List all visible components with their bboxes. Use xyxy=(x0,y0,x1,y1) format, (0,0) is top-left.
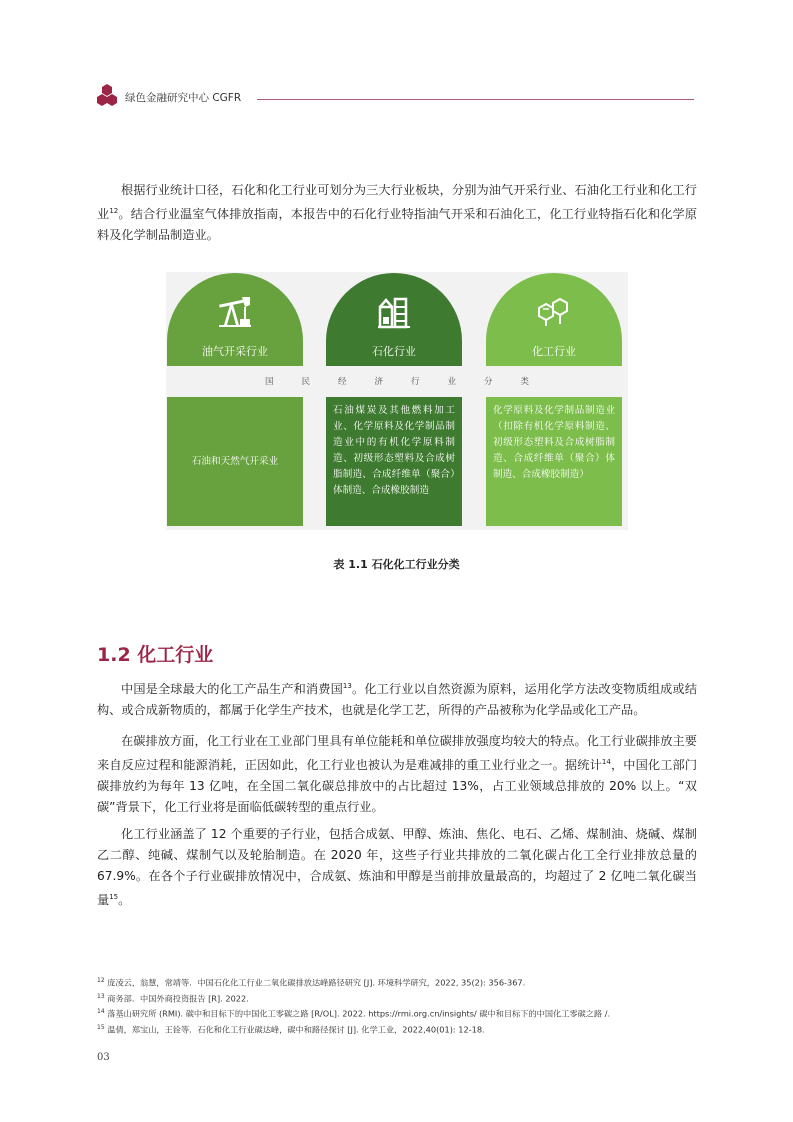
molecule-icon xyxy=(536,295,572,329)
footnote: $^{12}$ 庞凌云，翁慧，常靖等．中国石化化工行业二氧化碳排放达峰路径研究 [J]. 环境科学研究，2022, 35(2): 356-367. xyxy=(97,977,526,988)
footnote: $^{14}$ 落基山研究所 (RMI). 碳中和目标下的中国化工零碳之路 [R/OL]. 2022. https://rmi.org.cn/insights/ 碳中和目标下的中国化工零碳之路 /. xyxy=(97,1008,611,1020)
category-label: 化工行业 xyxy=(532,345,576,358)
industry-classification-figure xyxy=(166,272,628,530)
category-oil-gas xyxy=(167,273,303,366)
classification-label: 国民经济行业分类 xyxy=(264,377,557,387)
footnote-ref: 15 xyxy=(109,893,119,901)
page-header xyxy=(97,84,694,106)
category-description: 化学原料及化学制品制造业（扣除有机化学原料制造、初级形态塑料及合成树脂制造、合成纤维单（聚合）体制造、合成橡胶制造） xyxy=(486,397,622,526)
category-description: 石油煤炭及其他燃料加工业、化学原料及化学制品制造业中的有机化学原料制造、初级形态塑料及合成树脂制造、合成纤维单（聚合）体制造、合成橡胶制造 xyxy=(326,397,462,526)
paragraph: 中国是全球最大的化工产品生产和消费国$^{13}$。化工行业以自然资源为原料，运用化学方法改变物质组成或结构、或合成新物质的，都属于化学生产技术，也就是化学工艺，所得的产品被称为化学品或化工产品。 xyxy=(97,682,698,718)
page-number: 03 xyxy=(97,1052,110,1063)
footnote-ref: 12 xyxy=(109,207,119,215)
hexagon-cluster-logo-icon xyxy=(97,84,117,106)
footnote-ref: 13 xyxy=(342,682,352,690)
category-label: 石化行业 xyxy=(372,345,416,358)
paragraph: 在碳排放方面，化工行业在工业部门里具有单位能耗和单位碳排放强度均较大的特点。化工行业碳排放主要来自反应过程和能源消耗，正因如此，化工行业也被认为是难减排的重工业行业之一。据统计$^{14}$，中国化工部门碳排放约为每年 13 亿吨，在全国二氧化碳总排放中的占比超过 13%，占工业领域总排放的 20% 以上。“双碳”背景下，化工行业将是面临低碳转型的重点行业。 xyxy=(97,734,698,815)
category-label: 油气开采行业 xyxy=(202,345,268,358)
brand-name: 绿色金融研究中心 CGFR xyxy=(125,92,242,104)
footnotes xyxy=(97,974,717,1037)
footnote: $^{13}$ 商务部．中国外商投资报告 [R]. 2022. xyxy=(97,992,249,1004)
footnote-ref: 14 xyxy=(601,758,611,766)
category-petrochemical xyxy=(326,273,462,366)
category-chemical xyxy=(486,273,622,366)
category-description: 石油和天然气开采业 xyxy=(167,397,303,526)
chemical-plant-icon xyxy=(376,295,412,329)
footnote: $^{15}$ 温倩，郑宝山，王铨等．石化和化工行业碳达峰，碳中和路径探讨 [J]. 化学工业，2022,40(01): 12-18. xyxy=(97,1024,485,1035)
paragraph-intro: 根据行业统计口径，石化和化工行业可划分为三大行业板块，分别为油气开采行业、石油化工行业和化工行业$^{12}$。结合行业温室气体排放指南，本报告中的石化行业特指油气开采和石油化工，化工行业特指石化和化学原料及化学制品制造业。 xyxy=(97,183,698,243)
header-divider xyxy=(257,99,694,100)
paragraph: 化工行业涵盖了 12 个重要的子行业，包括合成氨、甲醇、炼油、焦化、电石、乙烯、煤制油、烧碱、煤制乙二醇、纯碱、煤制气以及轮胎制造。在 2020 年，这些子行业共排放的二氧化碳占化工全行业排放总量的 67.9%。在各个子行业碳排放情况中，合成氨、炼油和甲醇是当前排放量最高的，均超过了 2 亿吨二氧化碳当量$^{15}$。 xyxy=(97,827,697,908)
section-heading: 1.2 化工行业 xyxy=(97,644,214,666)
oil-pump-icon xyxy=(217,295,253,329)
figure-caption: 表 1.1 石化化工行业分类 xyxy=(333,558,460,571)
